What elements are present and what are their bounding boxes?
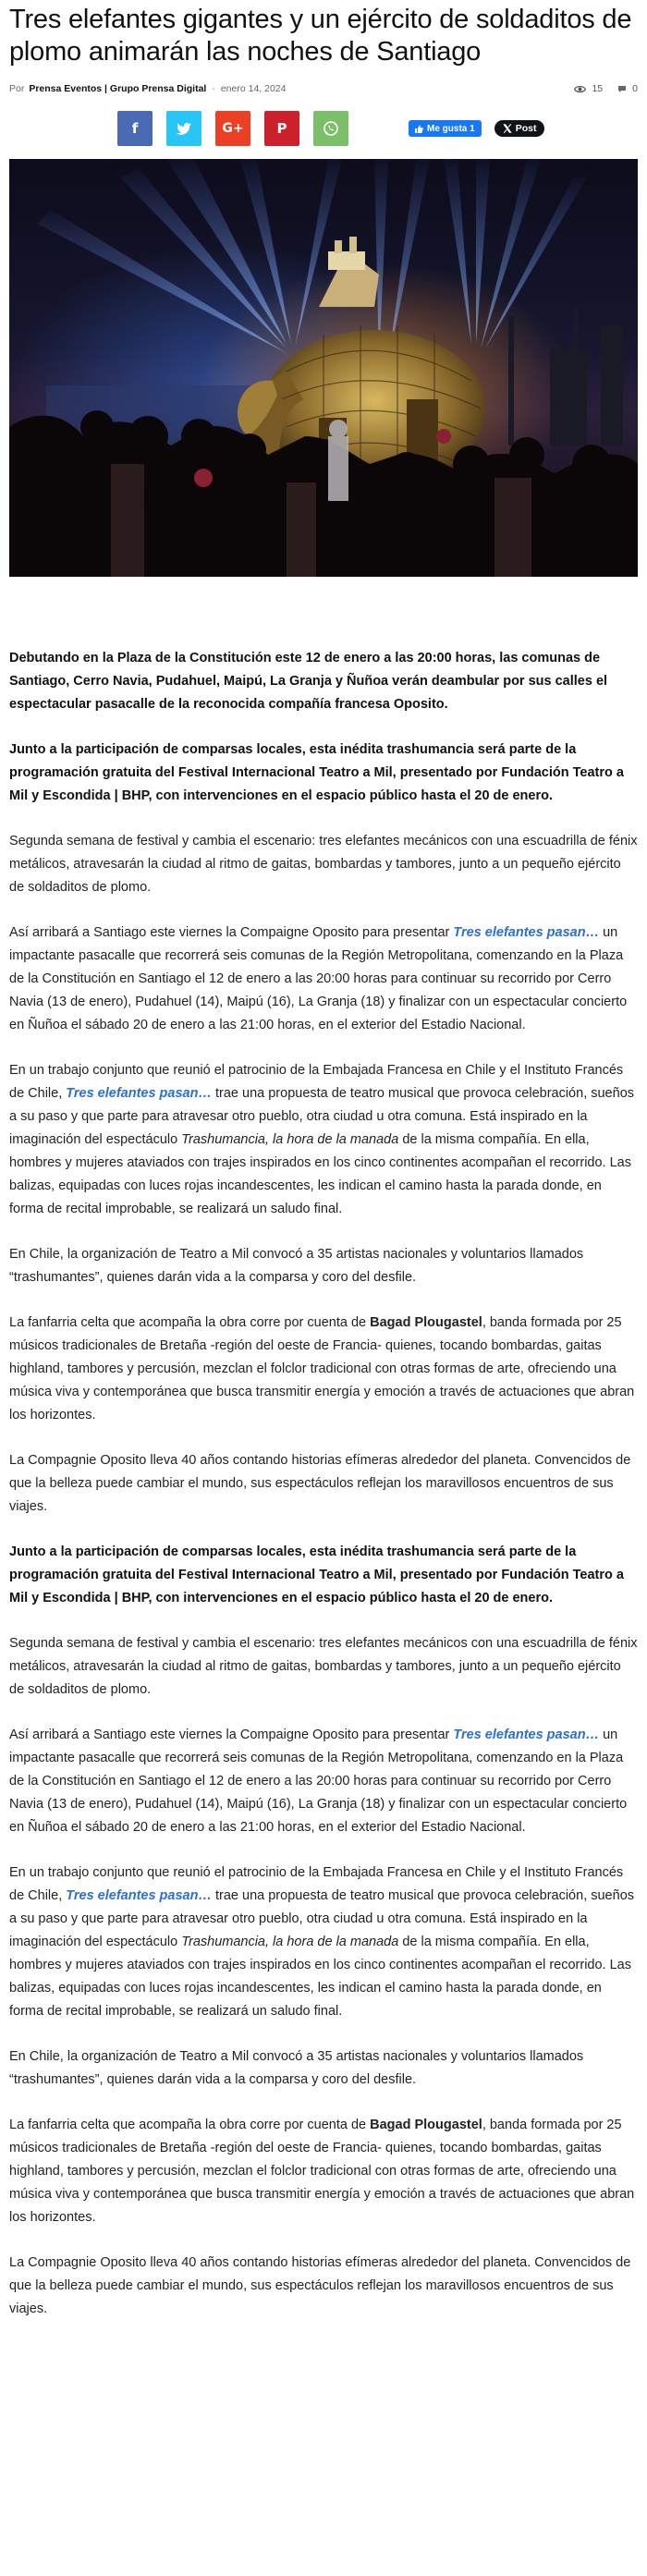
body-paragraph (9, 2114, 638, 2229)
text-segment: trae una propuesta de teatro musical que provoca celebración, sueños a su paso y que parte para atravesar otro pueblo, otra ciudad u otra comuna. Está inspirado en la imaginación del espectáculo (9, 1086, 635, 1147)
share-googleplus-button[interactable] (215, 111, 250, 146)
twitter-icon (177, 123, 191, 135)
text-segment: un impactante pasacalle que recorrerá seis comunas de la Región Metropolitana, comenzando en la Plaza de la Constitución en Santiago el 12 de enero a las 20:00 horas para continuar su recorrido por Cerro Navia (13 de enero), Pudahuel (14), Maipú (16), La Granja (18) y finalizar con un espectacular concierto en Ñuñoa el sábado 20 de enero a las 21:00 horas, en el exterior del Estadio Nacional. (9, 1728, 628, 1835)
x-post-button[interactable] (494, 120, 545, 137)
band-name: Bagad Plougastel (370, 2118, 482, 2132)
body-paragraph: En Chile, la organización de Teatro a Mil convocó a 35 artistas nacionales y voluntarios llamados “trashumantes”, quienes darán vida a la comparsa y coro del desfile. (9, 2049, 584, 2087)
show-link[interactable]: Tres elefantes pasan… (66, 1086, 212, 1101)
band-name: Bagad Plougastel (370, 1315, 482, 1330)
lead-paragraph: Debutando en la Plaza de la Constitución este 12 de enero a las 20:00 horas, las comunas de Santiago, Cerro Navia, Pudahuel, Maipú, La Granja y Ñuñoa verán deambular por sus calles el espectacular pasacalle de la reconocida compañía francesa Oposito. (9, 651, 608, 712)
show-title: Trashumancia, la hora de la manada (181, 1132, 399, 1147)
thumbs-up-icon (415, 125, 423, 133)
article-title: Tres elefantes gigantes y un ejército de soldaditos de plomo animarán las noches de Santiago (9, 5, 632, 67)
x-logo-icon (503, 124, 512, 133)
show-link[interactable]: Tres elefantes pasan… (66, 1888, 212, 1903)
body-paragraph (9, 1862, 638, 2023)
facebook-like-button[interactable] (409, 120, 482, 137)
share-facebook-button[interactable] (117, 111, 153, 146)
byline-prefix: Por (9, 83, 25, 94)
like-label: Me gusta 1 (427, 123, 475, 134)
text-segment: Así arribará a Santiago este viernes la Compaigne Oposito para presentar (9, 1728, 454, 1742)
text-segment: , banda formada por 25 músicos tradicionales de Bretaña -región del oeste de Francia- quienes, tocando bombardas, gaitas highland, tambores y percusión, mezclan el folclor tradicional con otras formas de arte, ofreciendo una música viva y contemporánea que busca transmitir energía y emoción a través de actuaciones que abran los horizontes. (9, 1315, 635, 1422)
text-segment: En un trabajo conjunto que reunió el patrocinio de la Embajada Francesa en Chile y el Instituto Francés de Chile, (9, 1063, 624, 1101)
elephant-night-photo (9, 159, 638, 577)
facebook-icon: f (131, 120, 139, 137)
show-link[interactable]: Tres elefantes pasan… (453, 925, 600, 940)
share-twitter-button[interactable] (166, 111, 201, 146)
text-segment: un impactante pasacalle que recorrerá seis comunas de la Región Metropolitana, comenzando en la Plaza de la Constitución en Santiago el 12 de enero a las 20:00 horas para continuar su recorrido por Cerro Navia (13 de enero), Pudahuel (14), Maipú (16), La Granja (18) y finalizar con un espectacular concierto en Ñuñoa el sábado 20 de enero a las 21:00 horas, en el exterior del Estadio Nacional. (9, 925, 628, 1032)
body-paragraph: En Chile, la organización de Teatro a Mil convocó a 35 artistas nacionales y voluntarios llamados “trashumantes”, quienes darán vida a la comparsa y coro del desfile. (9, 1247, 584, 1285)
show-title: Trashumancia, la hora de la manada (181, 1935, 399, 1949)
subhead-paragraph: Junto a la participación de comparsas locales, esta inédita trashumancia será parte de la programación gratuita del Festival Internacional Teatro a Mil, presentado por Fundación Teatro a Mil y Escondida | BHP, con intervenciones en el espacio público hasta el 20 de enero. (9, 742, 624, 803)
text-segment: Así arribará a Santiago este viernes la Compaigne Oposito para presentar (9, 925, 454, 940)
views-count: 15 (592, 83, 604, 94)
comments-count[interactable]: 0 (632, 83, 638, 94)
text-segment: de la misma compañía. En ella, hombres y mujeres ataviados con trajes inspirados en los cinco continentes acompañan el recorrido. Las balizas, equipadas con luces rojas incandescentes, les indican el camino hasta la parada donde, en forma de recital improbable, se realizará un saludo final. (9, 1935, 631, 2019)
body-paragraph: Segunda semana de festival y cambia el escenario: tres elefantes mecánicos con una escuadrilla de fénix metálicos, atravesarán la ciudad al ritmo de gaitas, bombardas y tambores, junto a un pequeño ejército de soldaditos de plomo. (9, 834, 638, 895)
text-segment: trae una propuesta de teatro musical que provoca celebración, sueños a su paso y que parte para atravesar otro pueblo, otra ciudad u otra comuna. Está inspirado en la imaginación del espectáculo (9, 1888, 635, 1949)
eye-icon (574, 85, 586, 93)
article-stats (574, 83, 638, 94)
text-segment: La fanfarria celta que acompaña la obra corre por cuenta de (9, 1315, 371, 1330)
subhead-paragraph-repeat: Junto a la participación de comparsas locales, esta inédita trashumancia será parte de la programación gratuita del Festival Internacional Teatro a Mil, presentado por Fundación Teatro a Mil y Escondida | BHP, con intervenciones en el espacio público hasta el 20 de enero. (9, 1544, 624, 1605)
text-segment: , banda formada por 25 músicos tradicionales de Bretaña -región del oeste de Francia- quienes, tocando bombardas, gaitas highland, tambores y percusión, mezclan el folclor tradicional con otras formas de arte, ofreciendo una música viva y contemporánea que busca transmitir energía y emoción a través de actuaciones que abran los horizontes. (9, 2118, 635, 2225)
hero-image (9, 159, 638, 577)
share-pinterest-button[interactable] (264, 111, 299, 146)
author-link[interactable]: Prensa Eventos | Grupo Prensa Digital (29, 83, 207, 94)
article-meta (9, 81, 638, 96)
body-paragraph (9, 1312, 638, 1427)
share-whatsapp-button[interactable] (313, 111, 348, 146)
whatsapp-icon (323, 120, 339, 137)
text-segment: En un trabajo conjunto que reunió el patrocinio de la Embajada Francesa en Chile y el Instituto Francés de Chile, (9, 1865, 624, 1903)
body-paragraph: La Compagnie Oposito lleva 40 años contando historias efímeras alrededor del planeta. Convencidos de que la belleza puede cambiar el mundo, sus espectáculos reflejan los maravillosos encuentros de sus viajes. (9, 1453, 631, 1514)
text-segment: de la misma compañía. En ella, hombres y mujeres ataviados con trajes inspirados en los cinco continentes acompañan el recorrido. Las balizas, equipadas con luces rojas incandescentes, les indican el camino hasta la parada donde, en forma de recital improbable, se realizará un saludo final. (9, 1132, 631, 1216)
publish-date: enero 14, 2024 (220, 83, 287, 94)
meta-separator: - (212, 83, 215, 94)
article-body (9, 647, 638, 2321)
show-link[interactable]: Tres elefantes pasan… (453, 1728, 600, 1742)
comment-icon[interactable] (617, 85, 627, 93)
text-segment: La fanfarria celta que acompaña la obra corre por cuenta de (9, 2118, 371, 2132)
post-label: Post (515, 123, 537, 134)
share-bar (9, 111, 638, 146)
body-paragraph (9, 922, 638, 1037)
body-paragraph: Segunda semana de festival y cambia el escenario: tres elefantes mecánicos con una escuadrilla de fénix metálicos, atravesarán la ciudad al ritmo de gaitas, bombardas y tambores, junto a un pequeño ejército de soldaditos de plomo. (9, 1636, 638, 1697)
body-paragraph: La Compagnie Oposito lleva 40 años contando historias efímeras alrededor del planeta. Convencidos de que la belleza puede cambiar el mundo, sus espectáculos reflejan los maravillosos encuentros de sus viajes. (9, 2255, 631, 2316)
body-paragraph (9, 1724, 638, 1839)
googleplus-icon: G+ (222, 121, 244, 136)
pinterest-icon: P (276, 120, 287, 137)
body-paragraph (9, 1059, 638, 1221)
